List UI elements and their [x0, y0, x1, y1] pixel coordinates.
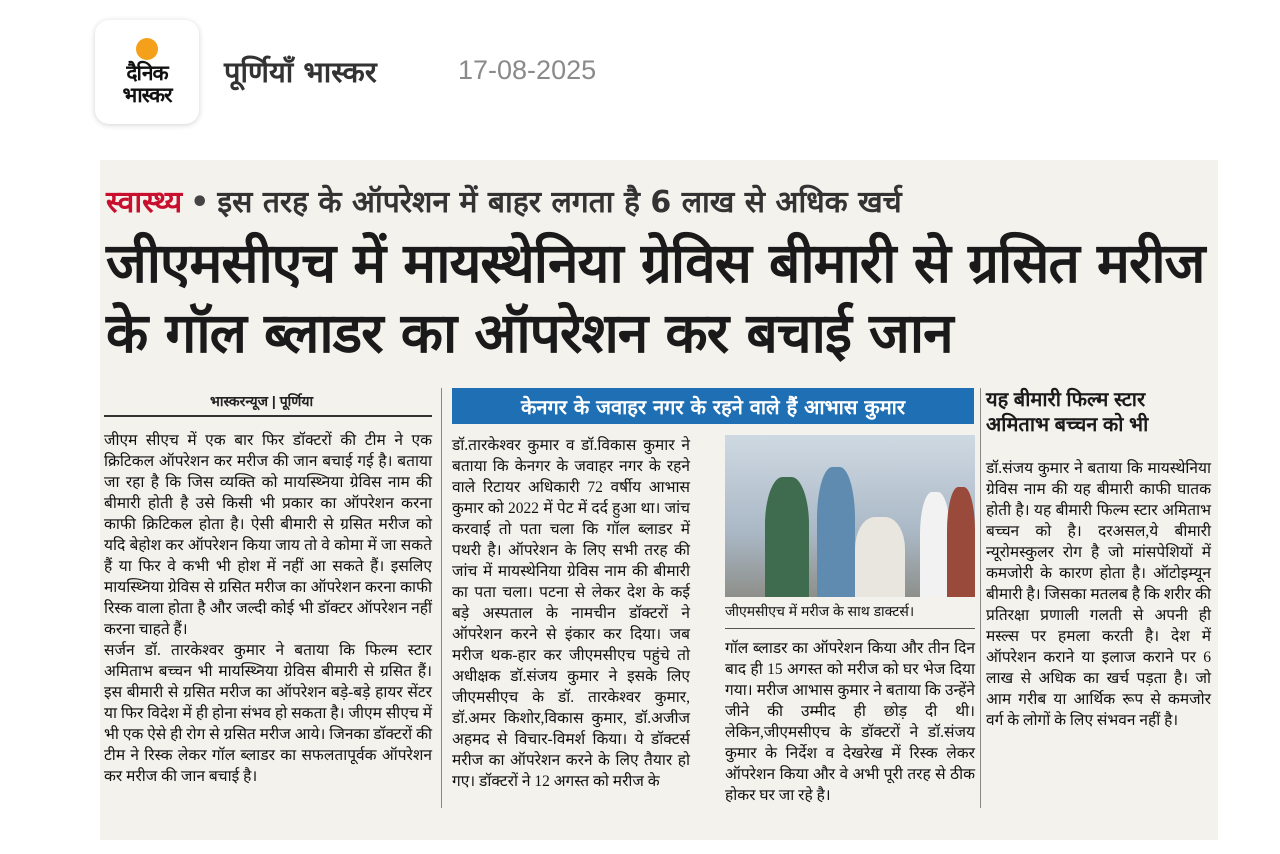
kicker-line	[106, 180, 902, 221]
paragraph: सर्जन डॉ. तारकेश्वर कुमार ने बताया कि फिल्म स्टार अमिताभ बच्चन भी मायस्थ्निया ग्रेविस बीमारी से ग्रसित हैं। इस बीमारी से ग्रसित मरीज का ऑपरेशन बड़े-बड़े हायर सेंटर या फिर विदेश में ही होना संभव हो सकता है। जीएम सीएच में भी एक ऐसे ही रोग से ग्रसित मरीज आये। जिनका डॉक्टरों की टीम ने रिस्क लेकर गॉल ब्लाडर का सफलतापूर्वक ऑपरेशन कर मरीज की जान बचाई है।	[104, 642, 432, 785]
person-figure	[947, 487, 975, 597]
logo-text-line1: दैनिक	[126, 61, 168, 85]
person-figure	[920, 492, 950, 597]
paragraph: जीएम सीएच में एक बार फिर डॉक्टरों की टीम ने एक क्रिटिकल ऑपरेशन कर मरीज की जान बचाई गई है। बताया जा रहा है कि जिस व्यक्ति को मायस्थ्निया ग्रेविस नाम की बीमारी होती है उसे किसी भी प्रकार का ऑपरेशन करना काफी क्रिटिकल होता है। ऐसी बीमारी से ग्रसित मरीज को यदि बेहोश कर ऑपरेशन किया जाय तो वे कोमा में जा सकते हैं या फिर वे कभी भी होश में नहीं आ सकते हैं। इसलिए मायस्थ्निया ग्रेविस से ग्रसित मरीज का ऑपरेशन करना काफी रिस्क वाला होता है और जल्दी कोई भी डॉक्टर ऑपरेशन नहीं करना चाहते हैं।	[104, 432, 432, 638]
headline: जीएमसीएच में मायस्थेनिया ग्रेविस बीमारी से ग्रसित मरीज के गॉल ब्लाडर का ऑपरेशन कर बचाई जान	[106, 230, 1205, 365]
publication-date: 17-08-2025	[458, 55, 597, 85]
column-divider	[980, 388, 981, 808]
column-divider	[441, 388, 442, 808]
column-1	[104, 430, 432, 787]
publication-name[interactable]: पूर्णियाँ भास्कर	[224, 55, 377, 89]
bullet-separator: •	[190, 185, 210, 220]
column-2: डॉ.तारकेश्वर कुमार व डॉ.विकास कुमार ने बताया कि केनगर के जवाहर नगर के रहने वाले रिटायर अधिकारी 72 वर्षीय आभास कुमार को 2022 में पेट में दर्द हुआ था। जांच करवाई तो पता चला कि गॉल ब्लाडर में पथरी है। ऑपरेशन के लिए सभी तरह की जांच में मायस्थेनिया ग्रेविस नाम की बीमारी का पता चला। पटना से लेकर देश के कई बड़े अस्पताल के नामचीन डॉक्टरों ने ऑपरेशन करने से इंकार कर दिया। जब मरीज थक-हार कर जीएमसीएच पहुंचे तो अधीक्षक डॉ.संजय कुमार ने इसके लिए जीएमसीएच के डॉ. तारकेश्वर कुमार, डॉ.अमर किशोर,विकास कुमार, डॉ.अजीज अहमद से विचार-विमर्श किया। ये डॉक्टर्स मरीज का ऑपरेशन करने के लिए तैयार हो गए। डॉक्टरों ने 12 अगस्त को मरीज के	[452, 437, 690, 790]
byline-rule	[104, 415, 432, 417]
logo-text-line2: भास्कर	[122, 83, 172, 107]
side-heading: यह बीमारी फिल्म स्टार अमिताभ बच्चन को भी	[986, 389, 1149, 436]
column-4: डॉ.संजय कुमार ने बताया कि मायस्थेनिया ग्रेविस नाम की यह बीमारी काफी घातक होती है। यह बीमारी फिल्म स्टार अमिताभ बच्चन को है। दरअसल,ये बीमारी न्यूरोमस्कुलर रोग है जो मांसपेशियों में कमजोरी के कारण होता है। ऑटोइम्यून बीमारी है। जिसका मतलब है कि शरीर की प्रतिरक्षा प्रणाली गलती से अपनी ही मस्ल्स पर हमला करती है। देश में ऑपरेशन कराने या इलाज कराने पर 6 लाख से अधिक का खर्च पड़ता है। जो आम गरीब या आर्थिक रूप से कमजोर वर्ग के लोगों के लिए संभवन नहीं है।	[986, 460, 1211, 729]
caption-rule	[725, 628, 975, 629]
newspaper-clipping	[100, 160, 1218, 840]
sun-icon	[136, 38, 158, 60]
article-photo	[725, 435, 975, 597]
app-header	[0, 0, 1280, 150]
person-figure	[855, 517, 905, 597]
person-figure	[765, 477, 809, 597]
photo-caption: जीएमसीएच में मरीज के साथ डाक्टर्स।	[725, 603, 915, 619]
person-figure	[817, 467, 855, 597]
kicker-subhead: इस तरह के ऑपरेशन में बाहर लगता है 6 लाख से अधिक खर्च	[217, 185, 902, 220]
subhead-banner: केनगर के जवाहर नगर के रहने वाले हैं आभास कुमार	[452, 388, 974, 424]
publication-logo[interactable]	[95, 20, 199, 124]
column-3: गॉल ब्लाडर का ऑपरेशन किया और तीन दिन बाद ही 15 अगस्त को मरीज को घर भेज दिया गया। मरीज आभास कुमार ने बताया कि उन्हेंने जीने की उम्मीद ही छोड़ दी थी। लेकिन,जीएमसीएच के डॉक्टरों ने डॉ.संजय कुमार के निर्देश व देखरेख में रिस्क लेकर ऑपरेशन किया और वे अभी पूरी तरह से ठीक होकर घर जा रहे है।	[725, 640, 975, 804]
section-tag: स्वास्थ्य	[106, 185, 183, 220]
byline: भास्करन्यूज | पूर्णिया	[210, 393, 314, 409]
